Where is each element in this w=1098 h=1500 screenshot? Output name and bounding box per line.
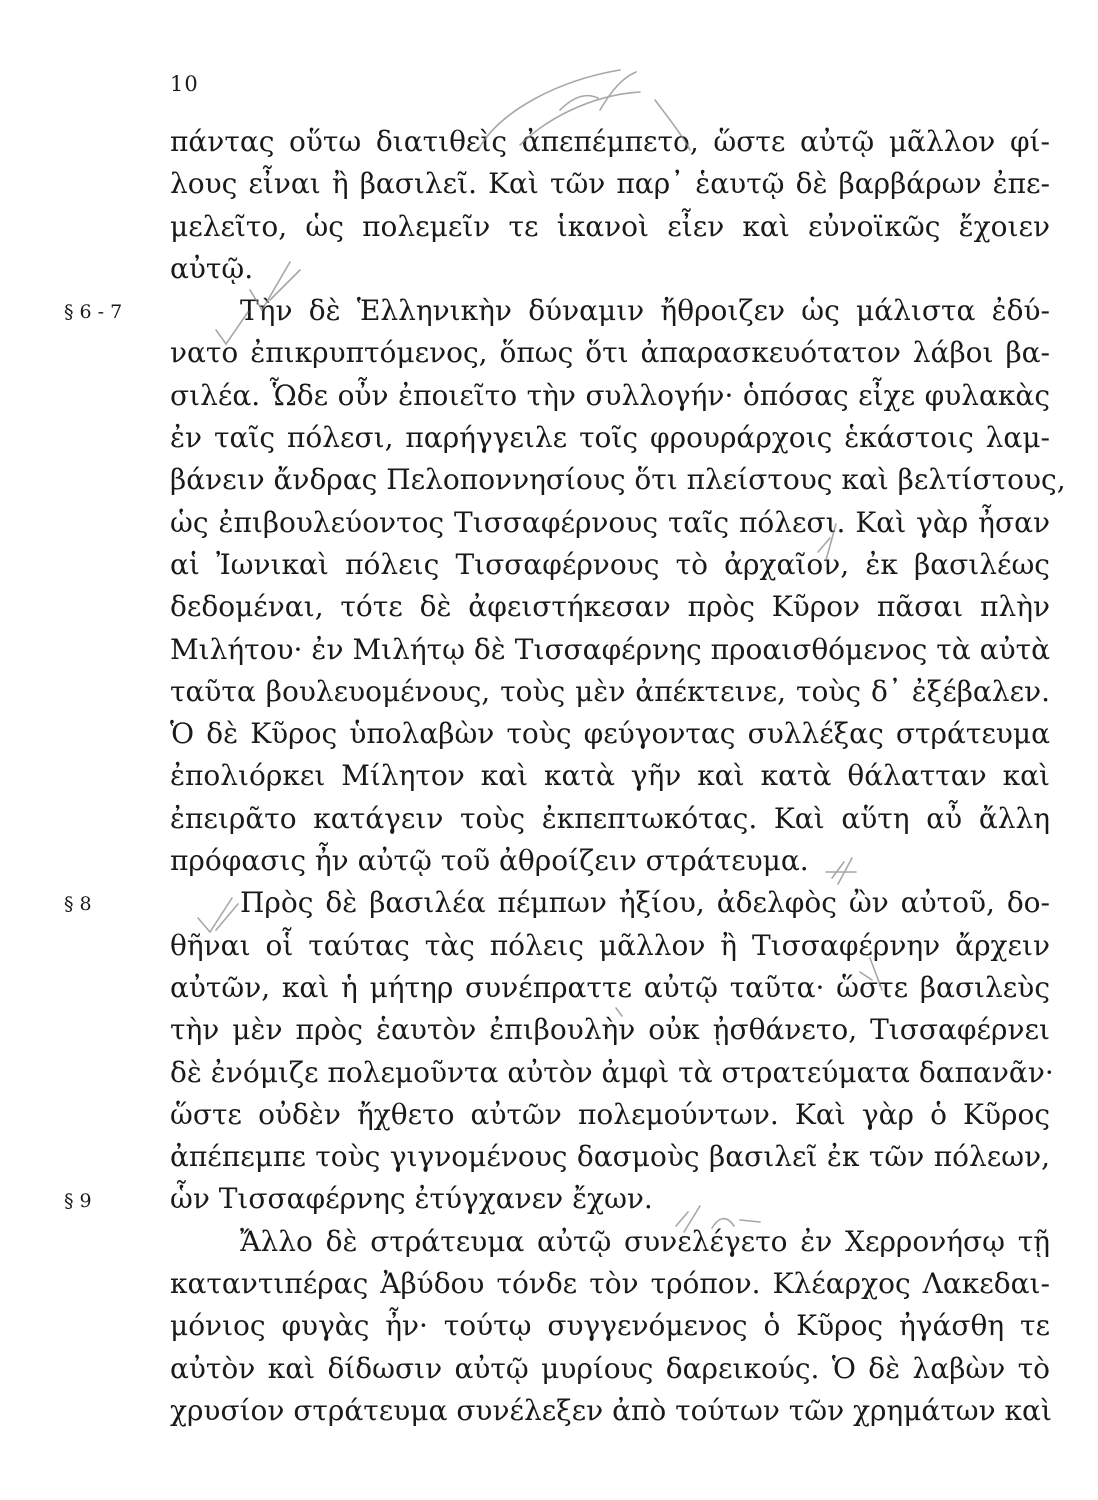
text-line: πάντας οὕτω διατιθεὶς ἀπεπέμπετο, ὥστε αὐτῷ μᾶλλον φί- <box>170 125 1050 158</box>
text-line: ἐπειρᾶτο κατάγειν τοὺς ἐκπεπτωκότας. Καὶ αὕτη αὖ ἄλλη <box>170 801 1050 835</box>
text-line: μόνιος φυγὰς ἦν· τούτῳ συγγενόμενος ὁ Κῦρος ἠγάσθη τε <box>170 1309 1050 1343</box>
text-line: Ἄλλο δὲ στράτευμα αὐτῷ συνελέγετο ἐν Χερρονήσῳ τῇ <box>240 1224 1050 1258</box>
text-line: λους εἶναι ἢ βασιλεῖ. Καὶ τῶν παρ᾽ ἑαυτῷ δὲ βαρβάρων ἐπε- <box>170 167 1050 201</box>
text-line: αὐτὸν καὶ δίδωσιν αὐτῷ μυρίους δαρεικούς. Ὁ δὲ λαβὼν τὸ <box>170 1351 1050 1385</box>
text-line: χρυσίον στράτευμα συνέλεξεν ἀπὸ τούτων τῶν χρημάτων καὶ <box>170 1393 1052 1427</box>
text-line: αὐτῷ. <box>170 251 254 285</box>
text-line: νατο ἐπικρυπτόμενος, ὅπως ὅτι ἀπαρασκευότατον λάβοι βα- <box>170 336 1050 370</box>
section-marker: § 8 <box>64 893 92 916</box>
text-line: Πρὸς δὲ βασιλέα πέμπων ἠξίου, ἀδελφὸς ὢν αὐτοῦ, δο- <box>240 886 1050 920</box>
text-line: τὴν μὲν πρὸς ἑαυτὸν ἐπιβουλὴν οὐκ ᾐσθάνετο, Τισσαφέρνει <box>170 1013 1050 1047</box>
text-line: ὥστε οὐδὲν ἤχθετο αὐτῶν πολεμούντων. Καὶ γὰρ ὁ Κῦρος <box>170 1097 1050 1131</box>
text-line: θῆναι οἷ ταύτας τὰς πόλεις μᾶλλον ἢ Τισσαφέρνην ἄρχειν <box>170 928 1050 962</box>
text-line: Μιλήτου· ἐν Μιλήτῳ δὲ Τισσαφέρνης προαισθόμενος τὰ αὐτὰ <box>170 632 1050 666</box>
text-line: ἀπέπεμπε τοὺς γιγνομένους δασμοὺς βασιλεῖ ἐκ τῶν πόλεων, <box>170 1140 1050 1174</box>
text-line: δεδομέναι, τότε δὲ ἀφειστήκεσαν πρὸς Κῦρον πᾶσαι πλὴν <box>170 590 1050 624</box>
section-marker: § 9 <box>64 1189 92 1212</box>
text-line: ὧν Τισσαφέρνης ἐτύγχανεν ἔχων. <box>170 1182 653 1216</box>
page-number: 10 <box>170 72 199 96</box>
text-line: πρόφασις ἦν αὐτῷ τοῦ ἀθροίζειν στράτευμα. <box>170 844 809 878</box>
text-line: ἐν ταῖς πόλεσι, παρήγγειλε τοῖς φρουράρχοις ἑκάστοις λαμ- <box>170 421 1050 455</box>
section-marker: § 6 - 7 <box>64 301 123 324</box>
text-line: μελεῖτο, ὡς πολεμεῖν τε ἱκανοὶ εἶεν καὶ εὐνοϊκῶς ἔχοιεν <box>170 209 1050 243</box>
text-line: βάνειν ἄνδρας Πελοποννησίους ὅτι πλείστους καὶ βελτίστους, <box>170 463 1066 497</box>
text-line: ταῦτα βουλευομένους, τοὺς μὲν ἀπέκτεινε, τοὺς δ᾽ ἐξέβαλεν. <box>170 674 1050 708</box>
text-line: Ὁ δὲ Κῦρος ὑπολαβὼν τοὺς φεύγοντας συλλέξας στράτευμα <box>170 717 1050 751</box>
text-line: σιλέα. Ὧδε οὖν ἐποιεῖτο τὴν συλλογήν· ὁπόσας εἶχε φυλακὰς <box>170 378 1050 412</box>
text-line: Τὴν δὲ Ἑλληνικὴν δύναμιν ἤθροιζεν ὡς μάλιστα ἐδύ- <box>240 294 1050 328</box>
text-line: ὡς ἐπιβουλεύοντος Τισσαφέρνους ταῖς πόλεσι. Καὶ γὰρ ἦσαν <box>170 505 1050 539</box>
text-line: αἱ Ἰωνικαὶ πόλεις Τισσαφέρνους τὸ ἀρχαῖον, ἐκ βασιλέως <box>170 547 1050 581</box>
text-line: αὐτῶν, καὶ ἡ μήτηρ συνέπραττε αὐτῷ ταῦτα· ὥστε βασιλεὺς <box>170 970 1050 1004</box>
text-line: ἐπολιόρκει Μίλητον καὶ κατὰ γῆν καὶ κατὰ θάλατταν καὶ <box>170 759 1050 793</box>
text-line: δὲ ἐνόμιζε πολεμοῦντα αὐτὸν ἀμφὶ τὰ στρατεύματα δαπανᾶν· <box>170 1055 1054 1089</box>
text-body <box>170 121 1066 1432</box>
text-line: καταντιπέρας Ἀβύδου τόνδε τὸν τρόπον. Κλέαρχος Λακεδαι- <box>170 1267 1050 1301</box>
